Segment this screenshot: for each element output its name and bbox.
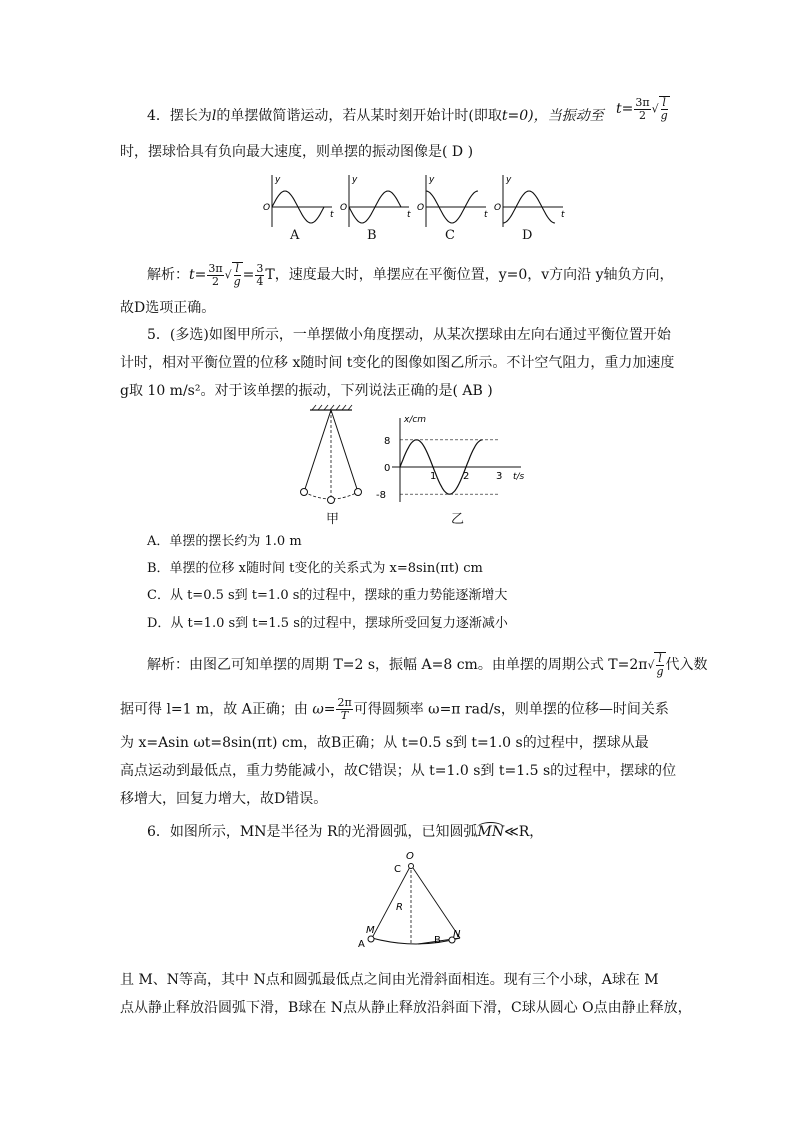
num: 2π (337, 696, 352, 709)
q4-label-a: A (290, 228, 300, 243)
t: t= (189, 267, 207, 283)
t2: 代入数 (665, 657, 708, 673)
q6-line1 (147, 822, 543, 842)
x-tick-1: 1 (430, 471, 437, 482)
label: 解析： (147, 267, 189, 283)
x-tick-2: 2 (463, 471, 470, 482)
den: 2 (638, 108, 646, 122)
q4-y-label: y (429, 175, 435, 185)
label-b: B (434, 935, 441, 946)
q6-arc-figure (356, 850, 486, 950)
den: T (340, 709, 349, 722)
q5-fig-a-label: 甲 (326, 512, 340, 527)
q4-t-label: t (561, 210, 565, 220)
den: g (233, 275, 241, 288)
q4-y-label: y (275, 175, 281, 185)
q4-t-label: t (330, 210, 334, 220)
q5-line1: 5．(多选)如图甲所示，一单摆做小角度摆动，从某次摆球由左向右通过平衡位置开始 (147, 327, 671, 343)
y-axis-label: x/cm (404, 415, 427, 425)
den: g (656, 665, 664, 678)
q4-solution-line1: 解析：t= $\frac{3\pi}{2}$ √ $\frac{l}{g}$ = $\frac{3}{4}$ T，速度最大时，单摆应在平衡位置，y=0，v方向沿 y轴负方向， (147, 261, 674, 288)
rest: T，速度最大时，单摆应在平衡位置，y=0，v方向沿 y轴负方向， (265, 267, 674, 283)
q5-sol-line3: 为 x=Asin ωt=8sin(πt) cm，故B正确；从 t=0.5 s到 t=1.0 s的过程中，摆球从最 (120, 735, 649, 751)
q4-graphs (260, 172, 565, 242)
den: g (660, 109, 668, 122)
w: ω= (312, 701, 336, 718)
num: 3 (256, 261, 264, 275)
t2: 可得圆频率 ω=π rad/s，则单摆的位移—时间关系 (353, 701, 669, 718)
num: l (658, 652, 662, 665)
q5-xt-chart (370, 412, 530, 512)
label-o: O (406, 851, 414, 862)
q4-teq: t= (616, 101, 634, 117)
den: 2 (211, 274, 219, 288)
q5-sol-line1: 解析：由图乙可知单摆的周期 T=2 s，振幅 A=8 cm。由单摆的周期公式 T=2π√ $\frac{l}{g}$ 代入数 (147, 652, 708, 678)
label-a: A (358, 939, 365, 950)
q4-graph-d (494, 175, 565, 227)
q5-option-a: A．单摆的摆长约为 1.0 m (147, 534, 302, 549)
q5-pendulum-figure (294, 404, 374, 514)
x-tick-3: 3 (496, 471, 503, 482)
q4-t0: t=0)，当振动至 (501, 108, 604, 124)
q5-option-b: B．单摆的位移 x随时间 t变化的关系式为 x=8sin(πt) cm (147, 561, 483, 576)
q5-sol-line4: 高点运动到最低点，重力势能减小，故C错误；从 t=1.0 s到 t=1.5 s的过程中，摆球的位 (120, 763, 677, 779)
t2: ≪R， (504, 824, 544, 840)
q4-l: l (211, 108, 217, 124)
q4-line1 (147, 106, 604, 126)
eq: = (242, 267, 255, 283)
q4-formula (616, 96, 670, 122)
q4-origin-label: O (494, 203, 502, 213)
t: 据可得 l=1 m，故 A正确；由 (120, 701, 308, 718)
q5-fig-b-label: 乙 (451, 512, 465, 527)
q5-sol-line5: 移增大，回复力增大，故D错误。 (120, 791, 328, 807)
q4-origin-label: O (417, 203, 425, 213)
q4-origin-label: O (263, 203, 271, 213)
y-tick-0: 0 (384, 463, 391, 474)
x-axis-label: t/s (513, 472, 525, 482)
t: 解析：由图乙可知单摆的周期 T=2 s，振幅 A=8 cm。由单摆的周期公式 T=2π (147, 657, 648, 673)
q4-label-c: C (445, 228, 455, 243)
q4-solution-line2: 故D选项正确。 (120, 300, 216, 316)
label-n: N (453, 929, 461, 940)
q5-option-c: C．从 t=0.5 s到 t=1.0 s的过程中，摆球的重力势能逐渐增大 (147, 588, 508, 603)
q4-y-label: y (352, 175, 358, 185)
num: l (235, 262, 239, 275)
num: l (662, 96, 666, 109)
q4-graph-b (340, 175, 411, 227)
label-c: C (394, 864, 401, 875)
t: 6．如图所示，MN是半径为 R的光滑圆弧，已知圆弧 (147, 824, 478, 840)
q4-line2: 时，摆球恰具有负向最大速度，则单摆的振动图像是( D ) (120, 144, 474, 160)
q4-t-label: t (484, 210, 488, 220)
q5-line2: 计时，相对平衡位置的位移 x随时间 t变化的图像如图乙所示。不计空气阻力，重力加速度 (120, 355, 675, 371)
q6-line3: 点从静止释放沿圆弧下滑，B球在 N点从静止释放沿斜面下滑，C球从圆心 O点由静止释放， (120, 1000, 692, 1016)
q4-label-d: D (522, 228, 533, 243)
q4-text: 4．摆长为 (147, 108, 212, 124)
arc-mn: MN (477, 824, 505, 840)
num: 3π (208, 261, 223, 275)
q6-line2: 且 M、N等高，其中 N点和圆弧最低点之间由光滑斜面相连。现有三个小球，A球在 M (120, 972, 659, 988)
q5-option-d: D．从 t=1.0 s到 t=1.5 s的过程中，摆球所受回复力逐渐减小 (147, 616, 508, 631)
q4-t-label: t (407, 210, 411, 220)
y-tick-8: 8 (384, 435, 391, 447)
q4-origin-label: O (340, 203, 348, 213)
den: 4 (256, 274, 264, 288)
q4-graph-a (263, 175, 334, 227)
q4-graph-c (417, 175, 488, 227)
num: 3π (635, 95, 650, 109)
q4-label-b: B (367, 228, 377, 243)
label-r: R (396, 902, 403, 913)
q4-frac (634, 97, 650, 122)
q4-text2: 的单摆做简谐运动，若从某时刻开始计时(即取 (216, 108, 502, 124)
q4-sqrt: √ $\frac{l}{g}$ (651, 96, 668, 122)
q4-y-label: y (506, 175, 512, 185)
q5-line3: g取 10 m/s²。对于该单摆的振动，下列说法正确的是( AB ) (120, 383, 493, 399)
q5-sol-line2 (120, 697, 669, 722)
label-m: M (366, 925, 375, 936)
y-tick--8: -8 (376, 490, 386, 502)
